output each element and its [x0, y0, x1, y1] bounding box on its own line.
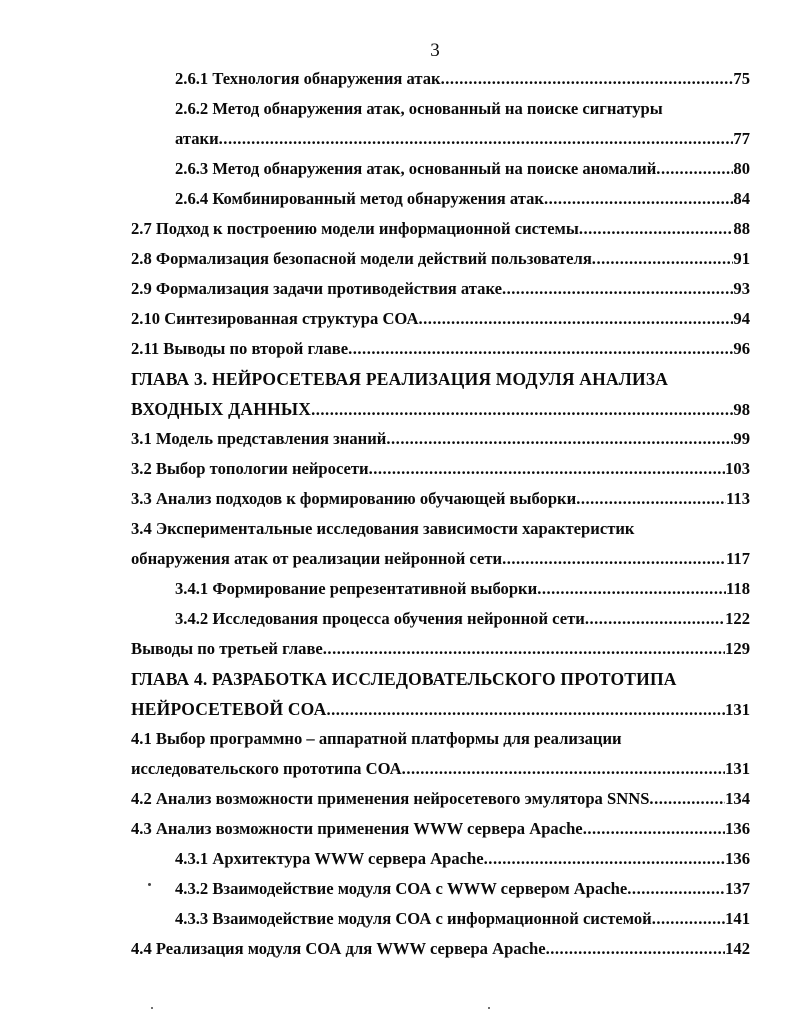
toc-leader-dots [323, 634, 725, 664]
toc-entry-page: 141 [725, 909, 750, 928]
toc-entry [131, 814, 750, 844]
toc-entry-title: ГЛАВА 3. НЕЙРОСЕТЕВАЯ РЕАЛИЗАЦИЯ МОДУЛЯ АНАЛИЗА [131, 369, 669, 389]
toc-entry-page: 99 [733, 429, 750, 448]
toc-entry [131, 934, 750, 964]
toc-entry-page: 136 [725, 849, 750, 868]
toc-leader-dots [652, 904, 725, 934]
toc-leader-dots [579, 214, 734, 244]
page-number: 3 [430, 40, 440, 61]
toc-entry-page: 103 [725, 459, 750, 478]
toc-entry-title: 2.10 Синтезированная структура СОА [131, 309, 419, 328]
toc-entry [131, 304, 750, 334]
toc-entry-title: 2.8 Формализация безопасной модели действий пользователя [131, 249, 592, 268]
toc-entry-page: 77 [733, 129, 750, 148]
toc-entry-page: 98 [733, 400, 750, 419]
toc-entry-title: 4.2 Анализ возможности применения нейросетевого эмулятора SNNS [131, 789, 650, 808]
toc-entry-page: 84 [733, 189, 750, 208]
toc-entry-title: 4.3.1 Архитектура WWW сервера Apache [175, 849, 484, 868]
toc-entry-title: 4.4 Реализация модуля СОА для WWW сервера Apache [131, 939, 546, 958]
toc-entry-page: 93 [733, 279, 750, 298]
toc-entry [131, 334, 750, 364]
toc-entry-page: 88 [733, 219, 750, 238]
toc-entry-title: 3.1 Модель представления знаний [131, 429, 387, 448]
toc-entry-page: 134 [725, 789, 750, 808]
toc-entry [175, 574, 750, 604]
toc-entry [175, 154, 750, 184]
toc-entry [131, 544, 750, 574]
toc-leader-dots [386, 424, 733, 454]
toc-leader-dots [583, 814, 725, 844]
toc-entry-title: ВХОДНЫХ ДАННЫХ [131, 399, 312, 419]
toc-entry-page: 113 [726, 489, 750, 508]
toc-leader-dots [502, 544, 726, 574]
toc-chapter-heading [131, 664, 751, 694]
toc-entry-title: 2.6.3 Метод обнаружения атак, основанный на поиске аномалий [175, 159, 657, 178]
toc-entry-title: 2.11 Выводы по второй главе [131, 339, 349, 358]
toc-entry-page: 122 [725, 609, 750, 628]
toc-entry [131, 514, 751, 544]
toc-entry [175, 184, 750, 214]
toc-entry [131, 424, 750, 454]
toc-entry-page: 131 [725, 700, 750, 719]
toc-leader-dots [656, 154, 733, 184]
toc-entry [175, 844, 750, 874]
toc-entry-title: 3.4.1 Формирование репрезентативной выборки [175, 579, 538, 598]
toc-entry-page: 96 [733, 339, 750, 358]
scan-speck [488, 1007, 490, 1009]
toc-entry [131, 274, 750, 304]
toc-leader-dots [348, 334, 733, 364]
toc-entry-page: 80 [733, 159, 750, 178]
toc-entry-title: 2.9 Формализация задачи противодействия атаке [131, 279, 502, 298]
toc-entry-title: обнаружения атак от реализации нейронной сети [131, 549, 503, 568]
toc-entry-title: 2.7 Подход к построению модели информационной системы [131, 219, 579, 238]
toc-entry [131, 244, 750, 274]
toc-entry [131, 454, 750, 484]
toc-entry-title: исследовательского прототипа СОА [131, 759, 402, 778]
toc-entry-page: 129 [725, 639, 750, 658]
toc-entry-title: 2.6.4 Комбинированный метод обнаружения атак [175, 189, 544, 208]
toc-entry [131, 754, 750, 784]
toc-leader-dots [546, 934, 726, 964]
toc-entry-title: 3.3 Анализ подходов к формированию обучающей выборки [131, 489, 577, 508]
toc-entry [131, 784, 750, 814]
toc-leader-dots [311, 395, 733, 424]
toc-leader-dots [441, 64, 734, 94]
toc-entry [131, 634, 750, 664]
toc-entry [131, 724, 751, 754]
toc-entry-page: 75 [733, 69, 750, 88]
toc-leader-dots [219, 124, 734, 154]
toc-leader-dots [544, 184, 733, 214]
toc-entry [131, 214, 750, 244]
toc-entry-page: 131 [725, 759, 750, 778]
toc-leader-dots [585, 604, 725, 634]
toc-entry-page: 118 [726, 579, 750, 598]
scan-speck [148, 883, 151, 886]
toc-leader-dots [484, 844, 725, 874]
toc-leader-dots [502, 274, 733, 304]
toc-leader-dots [627, 874, 725, 904]
toc-entry-title: ГЛАВА 4. РАЗРАБОТКА ИССЛЕДОВАТЕЛЬСКОГО ПРОТОТИПА [131, 669, 677, 689]
toc-entry [175, 94, 755, 124]
toc-leader-dots [576, 484, 726, 514]
toc-entry-title: НЕЙРОСЕТЕВОЙ СОА [131, 699, 327, 719]
toc-entry-title: 4.3.2 Взаимодействие модуля СОА с WWW сервером Apache [175, 879, 628, 898]
toc-entry [175, 604, 750, 634]
toc-entry-title: 4.3 Анализ возможности применения WWW сервера Apache [131, 819, 583, 838]
toc-entry [131, 394, 750, 424]
toc-leader-dots [537, 574, 726, 604]
toc-entry [131, 694, 750, 724]
toc-leader-dots [402, 754, 725, 784]
toc-leader-dots [419, 304, 734, 334]
toc-entry-title: 3.4 Экспериментальные исследования зависимости характеристик [131, 519, 635, 538]
toc-entry-page: 91 [733, 249, 750, 268]
toc-entry-title: атаки [175, 129, 219, 148]
toc-entry-title: 2.6.2 Метод обнаружения атак, основанный на поиске сигнатуры [175, 99, 663, 118]
toc-entry-page: 94 [733, 309, 750, 328]
scan-speck [151, 1007, 153, 1009]
toc-chapter-heading [131, 364, 751, 394]
toc-leader-dots [649, 784, 725, 814]
toc-entry-title: 3.4.2 Исследования процесса обучения нейронной сети [175, 609, 585, 628]
toc-entry [175, 64, 750, 94]
toc-entry-title: Выводы по третьей главе [131, 639, 323, 658]
toc-entry [175, 124, 750, 154]
toc-entry-title: 4.3.3 Взаимодействие модуля СОА с информационной системой [175, 909, 652, 928]
toc-entry-page: 137 [725, 879, 750, 898]
toc-entry-title: 2.6.1 Технология обнаружения атак [175, 69, 441, 88]
toc-entry [175, 904, 750, 934]
toc-leader-dots [592, 244, 734, 274]
toc-entry [131, 484, 750, 514]
toc-entry-page: 142 [725, 939, 750, 958]
toc-entry-title: 3.2 Выбор топологии нейросети [131, 459, 369, 478]
toc-entry [175, 874, 750, 904]
toc-leader-dots [326, 695, 725, 724]
toc-entry-title: 4.1 Выбор программно – аппаратной платформы для реализации [131, 729, 622, 748]
toc-leader-dots [369, 454, 726, 484]
toc-entry-page: 117 [726, 549, 750, 568]
toc-entry-page: 136 [725, 819, 750, 838]
